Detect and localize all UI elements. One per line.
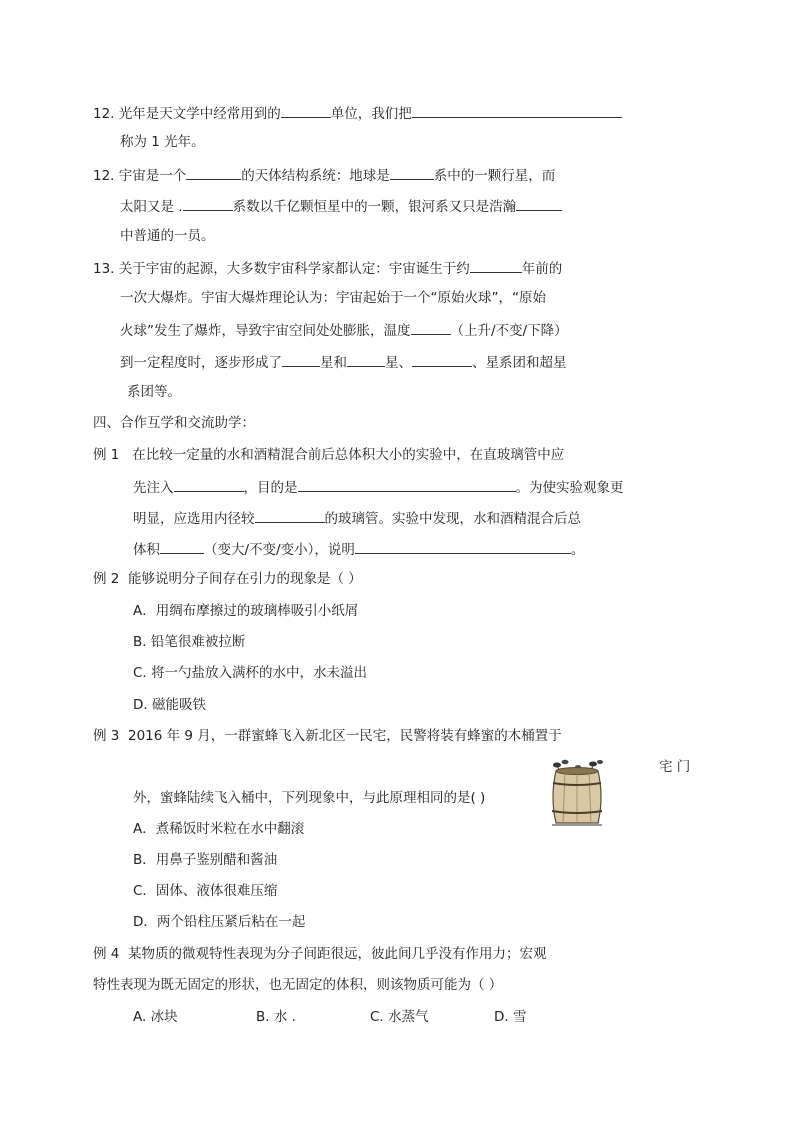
answer-blank[interactable]	[298, 477, 516, 492]
answer-blank[interactable]	[355, 539, 571, 554]
ex3-option-a[interactable]: A．煮稀饭时米粒在水中翻滚	[133, 821, 305, 837]
q13-line2: 一次大爆炸。宇宙大爆炸理论认为：宇宙起始于一个“原始火球”，“原始	[120, 290, 546, 306]
answer-blank[interactable]	[516, 196, 562, 211]
answer-blank[interactable]	[411, 320, 451, 335]
q12a-line2: 称为 1 光年。	[120, 134, 205, 150]
answer-blank[interactable]	[255, 508, 325, 523]
ex2-option-d[interactable]: D. 磁能吸铁	[133, 697, 206, 713]
ex1-line2: 先注入 ，目的是 。为使实验观象更	[133, 477, 624, 497]
ex4-option-a[interactable]: A. 冰块	[133, 1009, 178, 1025]
ex4-question-line1: 例 4 某物质的微观特性表现为分子间距很远，彼此间几乎没有作用力；宏观	[93, 946, 547, 962]
example-label: 例 3	[93, 728, 120, 744]
ex1-line3: 明显，应选用内径较 的玻璃管。实验中发现，水和酒精混合后总	[133, 508, 581, 528]
ex2-option-a[interactable]: A．用绸布摩擦过的玻璃棒吸引小纸屑	[133, 603, 359, 619]
answer-blank[interactable]	[183, 196, 233, 211]
honey-barrel-image	[548, 757, 606, 827]
question-number: 12.	[93, 168, 115, 184]
answer-blank[interactable]	[412, 352, 472, 367]
answer-blank[interactable]	[282, 352, 320, 367]
q13-line3: 火球”发生了爆炸，导致宇宙空间处处膨胀，温度 （上升/不变/下降）	[120, 320, 568, 340]
answer-blank[interactable]	[281, 103, 331, 118]
q13-line4: 到一定程度时，逐步形成了 星和 星、 、星系团和超星	[120, 352, 567, 372]
answer-blank[interactable]	[347, 352, 385, 367]
ex1-line1: 例 1 在比较一定量的水和酒精混合前后总体积大小的实验中，在直玻璃管中应	[93, 447, 565, 463]
q12b-line1: 12. 宇宙是一个 的天体结构系统：地球是 系中的一颗行星，而	[93, 165, 555, 185]
q12b-line3: 中普通的一员。	[120, 228, 215, 244]
q12b-line2: 太阳又是 . 系数以千亿颗恒星中的一颗，银河系又只是浩瀚	[120, 196, 562, 216]
answer-blank[interactable]	[390, 165, 434, 180]
ex3-option-d[interactable]: D．两个铅柱压紧后粘在一起	[133, 914, 306, 930]
ex3-option-c[interactable]: C．固体、液体很难压缩	[133, 883, 278, 899]
answer-blank[interactable]	[160, 539, 204, 554]
question-number: 13.	[93, 261, 115, 277]
answer-blank[interactable]	[174, 477, 244, 492]
ex4-question-line2: 特性表现为既无固定的形状，也无固定的体积，则该物质可能为（ ）	[93, 977, 503, 993]
ex3-option-b[interactable]: B．用鼻子鉴别醋和酱油	[133, 852, 278, 868]
example-label: 例 4	[93, 946, 120, 962]
ex3-question-line1: 例 3 2016 年 9 月，一群蜜蜂飞入新北区一民宅，民警将装有蜂蜜的木桶置于	[93, 728, 562, 744]
example-label: 例 1	[93, 447, 120, 463]
ex2-option-c[interactable]: C. 将一勺盐放入满杯的水中，水未溢出	[133, 665, 368, 681]
ex3-side-text: 宅 门	[659, 759, 691, 775]
ex2-question: 例 2 能够说明分子间存在引力的现象是（ ）	[93, 571, 362, 587]
ex1-line4: 体积 （变大/不变/变小），说明 。	[133, 539, 584, 559]
ex3-question-line2: 外，蜜蜂陆续飞入桶中，下列现象中，与此原理相同的是( )	[133, 790, 486, 806]
ex4-option-d[interactable]: D. 雪	[494, 1009, 527, 1025]
ex4-option-c[interactable]: C. 水蒸气	[370, 1009, 429, 1025]
answer-blank[interactable]	[470, 258, 522, 273]
q13-line5: 系团等。	[127, 384, 181, 400]
q12a-line1: 12. 光年是天文学中经常用到的 单位，我们把	[93, 103, 622, 123]
ex4-option-b[interactable]: B. 水 .	[256, 1009, 296, 1025]
answer-blank[interactable]	[186, 165, 241, 180]
section-heading: 四、合作互学和交流助学：	[93, 415, 255, 431]
question-number: 12.	[93, 106, 115, 122]
answer-blank[interactable]	[412, 103, 622, 118]
ex2-option-b[interactable]: B. 铅笔很难被拉断	[133, 634, 246, 650]
example-label: 例 2	[93, 571, 120, 587]
q13-line1: 13. 关于宇宙的起源，大多数宇宙科学家都认定：宇宙诞生于约 年前的	[93, 258, 562, 278]
